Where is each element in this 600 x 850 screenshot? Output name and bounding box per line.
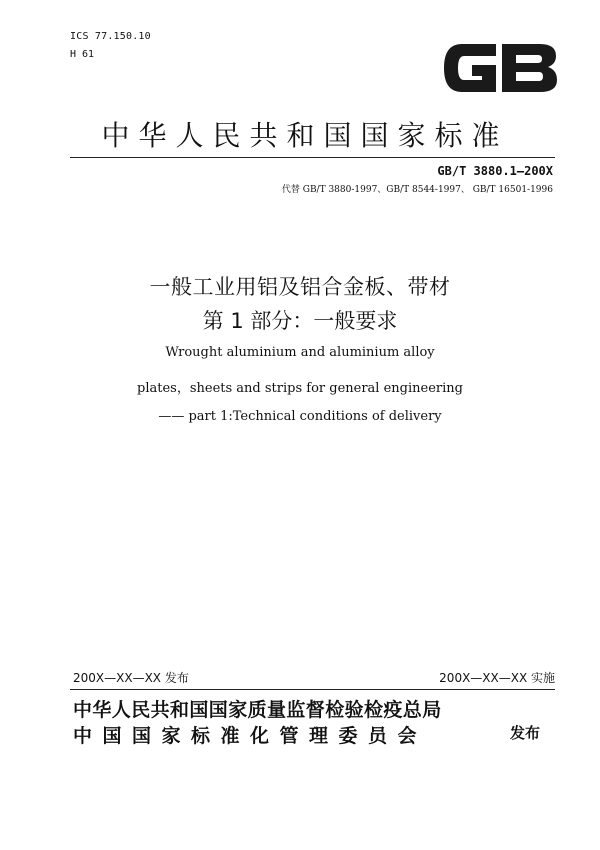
header-divider [70, 157, 555, 158]
document-title-en-line2: plates，sheets and strips for general engineering [137, 381, 463, 396]
gb-logo [440, 38, 560, 98]
document-title-cn-line1: 一般工业用铝及铝合金板、带材 [149, 275, 451, 299]
ics-code: ICS 77.150.10 [70, 31, 151, 42]
gb-logo-icon [440, 38, 560, 98]
standard-number: GB/T 3880.1—200X [437, 164, 553, 178]
publish-label: 发布 [510, 724, 541, 742]
document-title-en-line1: Wrought aluminium and aluminium alloy [165, 345, 435, 360]
issue-date: 200X—XX—XX 发布 [73, 671, 189, 685]
ccs-code: H 61 [70, 49, 95, 60]
footer-divider [70, 689, 555, 690]
replaces-note: 代替 GB/T 3880-1997、GB/T 8544-1997、 GB/T 16501-1996 [281, 185, 553, 195]
standard-title: 中华人民共和国国家标准 [101, 119, 509, 152]
issuing-org-line1: 中华人民共和国国家质量监督检验检疫总局 [73, 699, 442, 721]
document-title-en-line3: —— part 1:Technical conditions of delivery [158, 409, 442, 424]
issuing-org-line2: 中国国家标准化管理委员会 [73, 725, 428, 747]
document-title-cn-line2: 第 1 部分：一般要求 [202, 309, 398, 333]
implementation-date: 200X—XX—XX 实施 [439, 671, 555, 685]
